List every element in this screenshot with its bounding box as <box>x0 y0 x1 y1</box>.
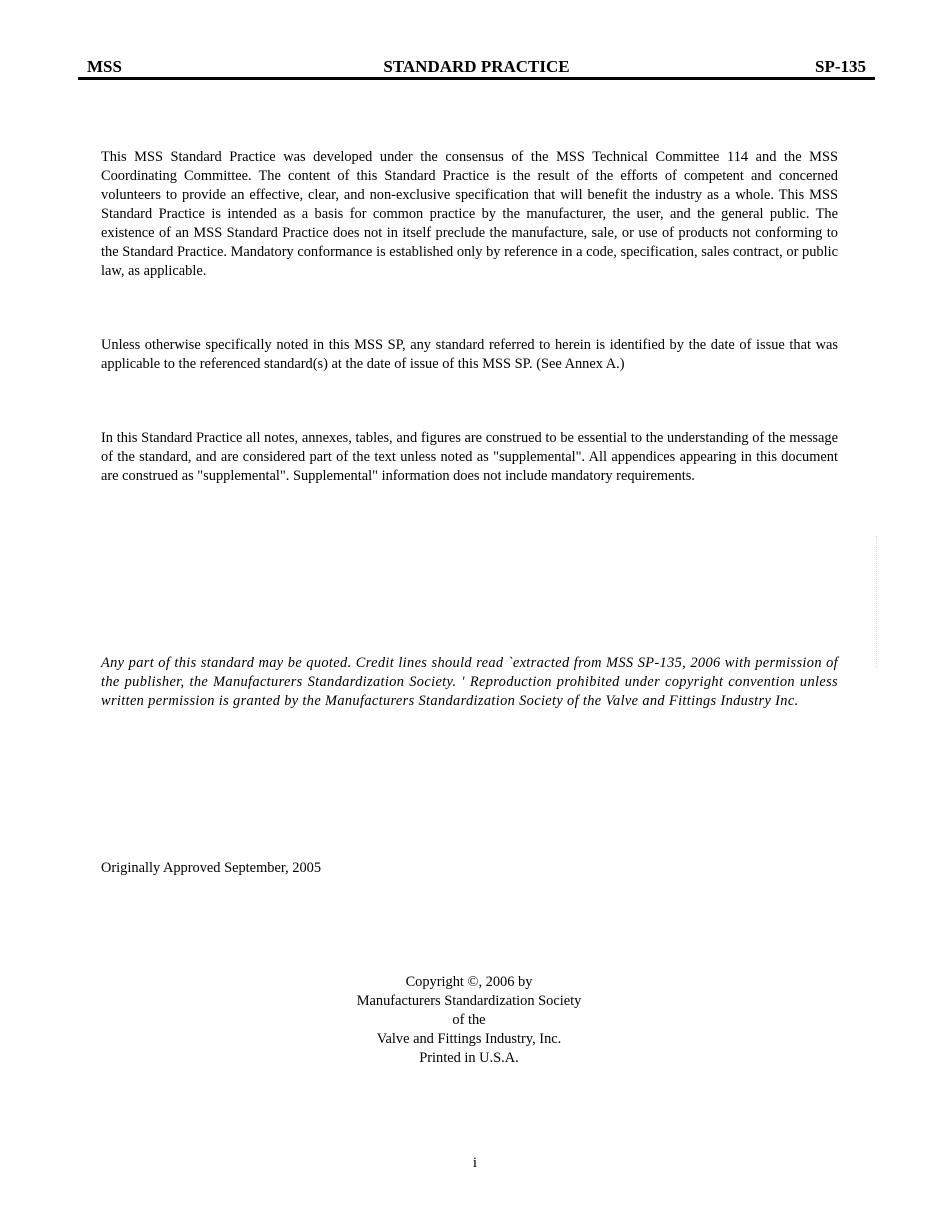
copyright-line: Manufacturers Standardization Society <box>356 993 582 1009</box>
header-title: STANDARD PRACTICE <box>383 57 570 76</box>
copyright-line: Valve and Fittings Industry, Inc. <box>376 1031 562 1047</box>
development-paragraph: This MSS Standard Practice was developed under the consensus of the MSS Technical Committee 114 and the MSS Coordinating Committee. The content of this Standard Practice is the result of the efforts of competent and concerned volunteers to provide an effective, clear, and non-exclusive specification that will benefit the industry as a whole. This MSS Standard Practice is intended as a basis for common practice by the manufacturer, the user, and the general public. The existence of an MSS Standard Practice does not in itself preclude the manufacture, sale, or use of products not conforming to the Standard Practice. Mandatory conformance is established only by reference in a code, specification, sales contract, or public law, as applicable. <box>101 149 838 279</box>
copyright-line: Printed in U.S.A. <box>419 1050 519 1066</box>
header-org: MSS <box>87 57 122 76</box>
copyright-line: of the <box>452 1012 486 1028</box>
referenced-standards-paragraph: Unless otherwise specifically noted in this MSS SP, any standard referred to herein is identified by the date of issue that was applicable to the referenced standard(s) at the date of issue of this MSS SP. (See Annex A.) <box>101 337 838 372</box>
copyright-block <box>0 973 938 1068</box>
quotation-notice-paragraph: Any part of this standard may be quoted. Credit lines should read `extracted from MSS SP-135, 2006 with permission of the publisher, the Manufacturers Standardization Society. ' Reproduction prohibited under copyright convention unless written permission is granted by the Manufacturers Standardization Society of the Valve and Fittings Industry Inc. <box>101 655 838 709</box>
supplemental-paragraph: In this Standard Practice all notes, annexes, tables, and figures are construed to be essential to the understanding of the message of the standard, and are considered part of the text unless noted as "supplemental". All appendices appearing in this document are construed as "supplemental". Supplemental" information does not include mandatory requirements. <box>101 430 838 484</box>
header-doc-number: SP-135 <box>815 57 866 76</box>
page-number: i <box>472 1155 478 1171</box>
copyright-line: Copyright ©, 2006 by <box>405 974 533 990</box>
margin-scan-mark <box>876 536 878 668</box>
page-header <box>78 57 875 80</box>
approval-date: Originally Approved September, 2005 <box>101 860 322 876</box>
